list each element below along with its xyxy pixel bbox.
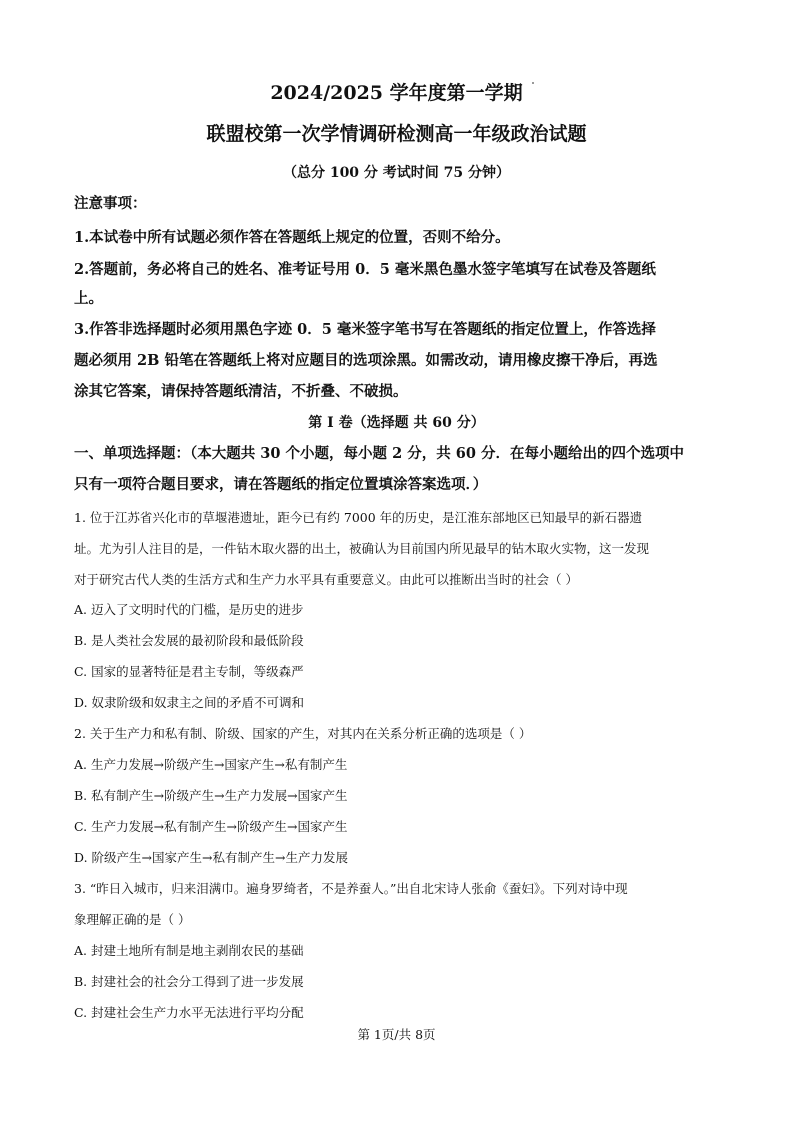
question-3-option-a: A. 封建土地所有制是地主剥削农民的基础	[74, 943, 304, 958]
notes-line: 题必须用 2B 铅笔在答题纸上将对应题目的选项涂黑。如需改动，请用橡皮擦干净后，再选	[74, 352, 658, 369]
part-instruction-line: 只有一项符合题目要求，请在答题纸的指定位置填涂答案选项．）	[74, 476, 488, 493]
exam-title-main: 联盟校第一次学情调研检测高一年级政治试题	[206, 123, 587, 145]
notes-heading: 注意事项：	[74, 195, 147, 212]
question-3-stem: 象理解正确的是（ ）	[74, 912, 191, 927]
question-3-stem: 3. “昨日入城市，归来泪满巾。遍身罗绮者，不是养蚕人。”出自北宋诗人张俞《蚕妇》。下列对诗中现	[74, 881, 628, 896]
question-2-option-d: D. 阶级产生→国家产生→私有制产生→生产力发展	[74, 850, 348, 865]
notes-line: 上。	[74, 290, 103, 307]
question-1-stem: 址。尤为引人注目的是，一件钻木取火器的出土，被确认为目前国内所见最早的钻木取火实物，这一发现	[74, 541, 650, 556]
page-number: 第 1页/共 8页	[357, 1027, 436, 1042]
notes-line: 1.本试卷中所有试题必须作答在答题纸上规定的位置，否则不给分。	[74, 229, 510, 246]
question-1-option-a: A. 迈入了文明时代的门槛，是历史的进步	[74, 602, 304, 617]
question-3-option-c: C. 封建社会生产力水平无法进行平均分配	[74, 1005, 304, 1020]
notes-line: 涂其它答案，请保持答题纸清洁，不折叠、不破损。	[74, 383, 408, 400]
notes-line: 3.作答非选择题时必须用黑色字迹 0．5 毫米签字笔书写在答题纸的指定位置上，作答选择	[74, 321, 656, 338]
question-1-option-b: B. 是人类社会发展的最初阶段和最低阶段	[74, 633, 304, 648]
exam-subtitle: （总分 100 分 考试时间 75 分钟）	[282, 165, 511, 181]
part-instruction-line: 一、单项选择题：（本大题共 30 个小题，每小题 2 分，共 60 分．在每小题给出的四个选项中	[74, 445, 684, 462]
question-1-option-d: D. 奴隶阶级和奴隶主之间的矛盾不可调和	[74, 695, 305, 710]
notes-line: 2.答题前，务必将自己的姓名、准考证号用 0．5 毫米黑色墨水签字笔填写在试卷及答题纸	[74, 261, 656, 278]
question-2-option-c: C. 生产力发展→私有制产生→阶级产生→国家产生	[74, 819, 348, 834]
question-2-stem: 2. 关于生产力和私有制、阶级、国家的产生，对其内在关系分析正确的选项是（ ）	[74, 726, 532, 741]
section-title: 第 I 卷（选择题 共 60 分）	[308, 415, 485, 431]
question-3-option-b: B. 封建社会的社会分工得到了进一步发展	[74, 974, 304, 989]
exam-title-term: 2024/2025 学年度第一学期	[270, 82, 523, 104]
question-2-option-b: B. 私有制产生→阶级产生→生产力发展→国家产生	[74, 788, 348, 803]
question-1-stem: 1. 位于江苏省兴化市的草堰港遗址，距今已有约 7000 年的历史，是江淮东部地区已知最早的新石器遗	[74, 510, 643, 525]
question-1-option-c: C. 国家的显著特征是君主专制，等级森严	[74, 664, 304, 679]
question-1-stem: 对于研究古代人类的生活方式和生产力水平具有重要意义。由此可以推断出当时的社会（ ）	[74, 572, 578, 587]
question-2-option-a: A. 生产力发展→阶级产生→国家产生→私有制产生	[74, 757, 348, 772]
